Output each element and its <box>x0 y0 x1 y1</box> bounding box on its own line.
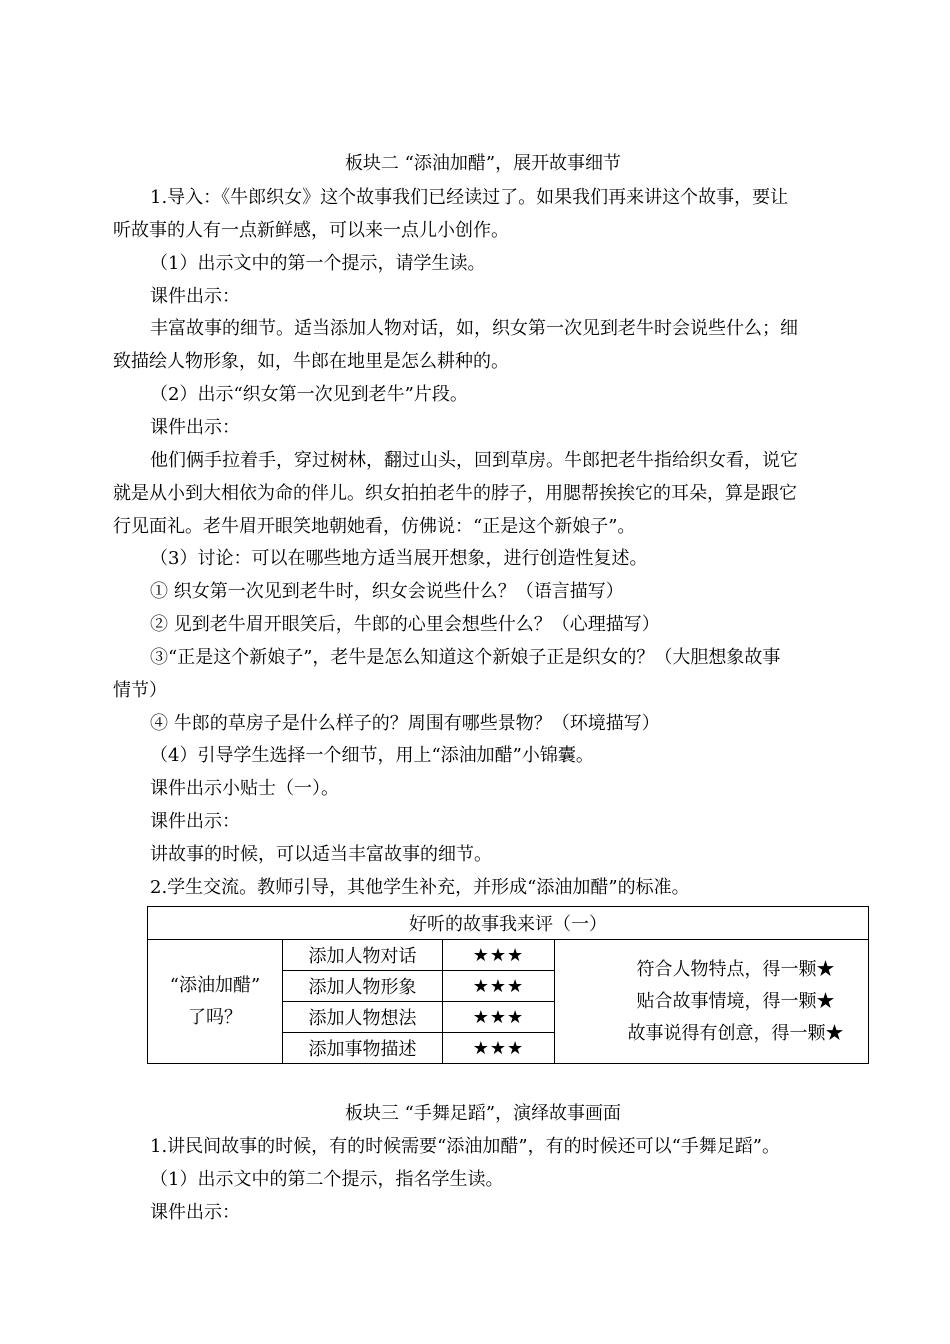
section3-step-1: （1）出示文中的第二个提示，指名学生读。 <box>150 1169 504 1190</box>
question-2: ② 见到老牛眉开眼笑后，牛郎的心里会想些什么？（心理描写） <box>150 614 660 635</box>
scoring-rule: 符合人物特点，得一颗★ <box>636 958 835 980</box>
question-1: ① 织女第一次见到老牛时，织女会说些什么？（语言描写） <box>150 581 624 602</box>
paragraph-exchange: 2.学生交流。教师引导，其他学生补充，并形成“添油加醋”的标准。 <box>150 877 690 898</box>
courseware-label: 课件出示： <box>150 1202 240 1223</box>
question-3-line2: 情节） <box>113 680 167 701</box>
tip-line2: 致描绘人物形象，如，牛郎在地里是怎么耕种的。 <box>113 351 509 372</box>
excerpt-line2: 就是从小到大相依为命的伴儿。织女拍拍老牛的脖子，用腮帮挨挨它的耳朵，算是跟它 <box>113 483 797 504</box>
criterion-stars: ★★★ <box>443 1002 555 1033</box>
criterion-stars: ★★★ <box>443 971 555 1002</box>
question-4: ④ 牛郎的草房子是什么样子的？周围有哪些景物？（环境描写） <box>150 713 660 734</box>
excerpt-line1: 他们俩手拉着手，穿过树林，翻过山头，回到草房。牛郎把老牛指给织女看，说它 <box>150 450 798 471</box>
criterion-label: 添加人物想法 <box>283 1002 443 1033</box>
evaluation-table <box>147 906 869 1064</box>
step-4: （4）引导学生选择一个细节，用上“添油加醋”小锦囊。 <box>150 745 594 766</box>
table-question <box>148 940 283 1064</box>
tip-2: 讲故事的时候，可以适当丰富故事的细节。 <box>150 844 492 865</box>
scoring-rule: 故事说得有创意，得一颗★ <box>627 1022 844 1044</box>
tip-line1: 丰富故事的细节。适当添加人物对话，如，织女第一次见到老牛时会说些什么；细 <box>150 318 798 339</box>
step-1: （1）出示文中的第一个提示，请学生读。 <box>150 253 486 274</box>
criterion-label: 添加事物描述 <box>283 1033 443 1064</box>
table-question-line2: 了吗？ <box>188 1006 242 1028</box>
courseware-label: 课件出示： <box>150 811 240 832</box>
section3-paragraph: 1.讲民间故事的时候，有的时候需要“添油加醋”，有的时候还可以“手舞足蹈”。 <box>150 1136 780 1157</box>
criterion-stars: ★★★ <box>443 1033 555 1064</box>
scoring-rules <box>555 940 869 1064</box>
table-question-line1: “添油加醋” <box>169 974 261 996</box>
section3-heading: 板块三 “手舞足蹈”，演绎故事画面 <box>344 1103 622 1124</box>
scoring-rule: 贴合故事情境，得一颗★ <box>636 990 835 1012</box>
excerpt-line3: 行见面礼。老牛眉开眼笑地朝她看，仿佛说：“正是这个新娘子”。 <box>113 516 636 537</box>
courseware-label: 课件出示： <box>150 417 240 438</box>
step-2: （2）出示“织女第一次见到老牛”片段。 <box>150 384 468 405</box>
table-title: 好听的故事我来评（一） <box>148 907 869 940</box>
criterion-label: 添加人物对话 <box>283 940 443 971</box>
step-3: （3）讨论：可以在哪些地方适当展开想象，进行创造性复述。 <box>150 548 648 569</box>
paragraph-intro-line1: 1.导入：《牛郎织女》这个故事我们已经读过了。如果我们再来讲这个故事，要让 <box>150 187 789 208</box>
question-3-line1: ③“正是这个新娘子”，老牛是怎么知道这个新娘子正是织女的？（大胆想象故事 <box>150 647 781 668</box>
criterion-label: 添加人物形象 <box>283 971 443 1002</box>
paragraph-intro-line2: 听故事的人有一点新鲜感，可以来一点儿小创作。 <box>113 220 509 241</box>
courseware-label: 课件出示： <box>150 286 240 307</box>
section2-heading: 板块二 “添油加醋”，展开故事细节 <box>344 153 622 174</box>
criterion-stars: ★★★ <box>443 940 555 971</box>
courseware-tips: 课件出示小贴士（一）。 <box>150 778 339 799</box>
